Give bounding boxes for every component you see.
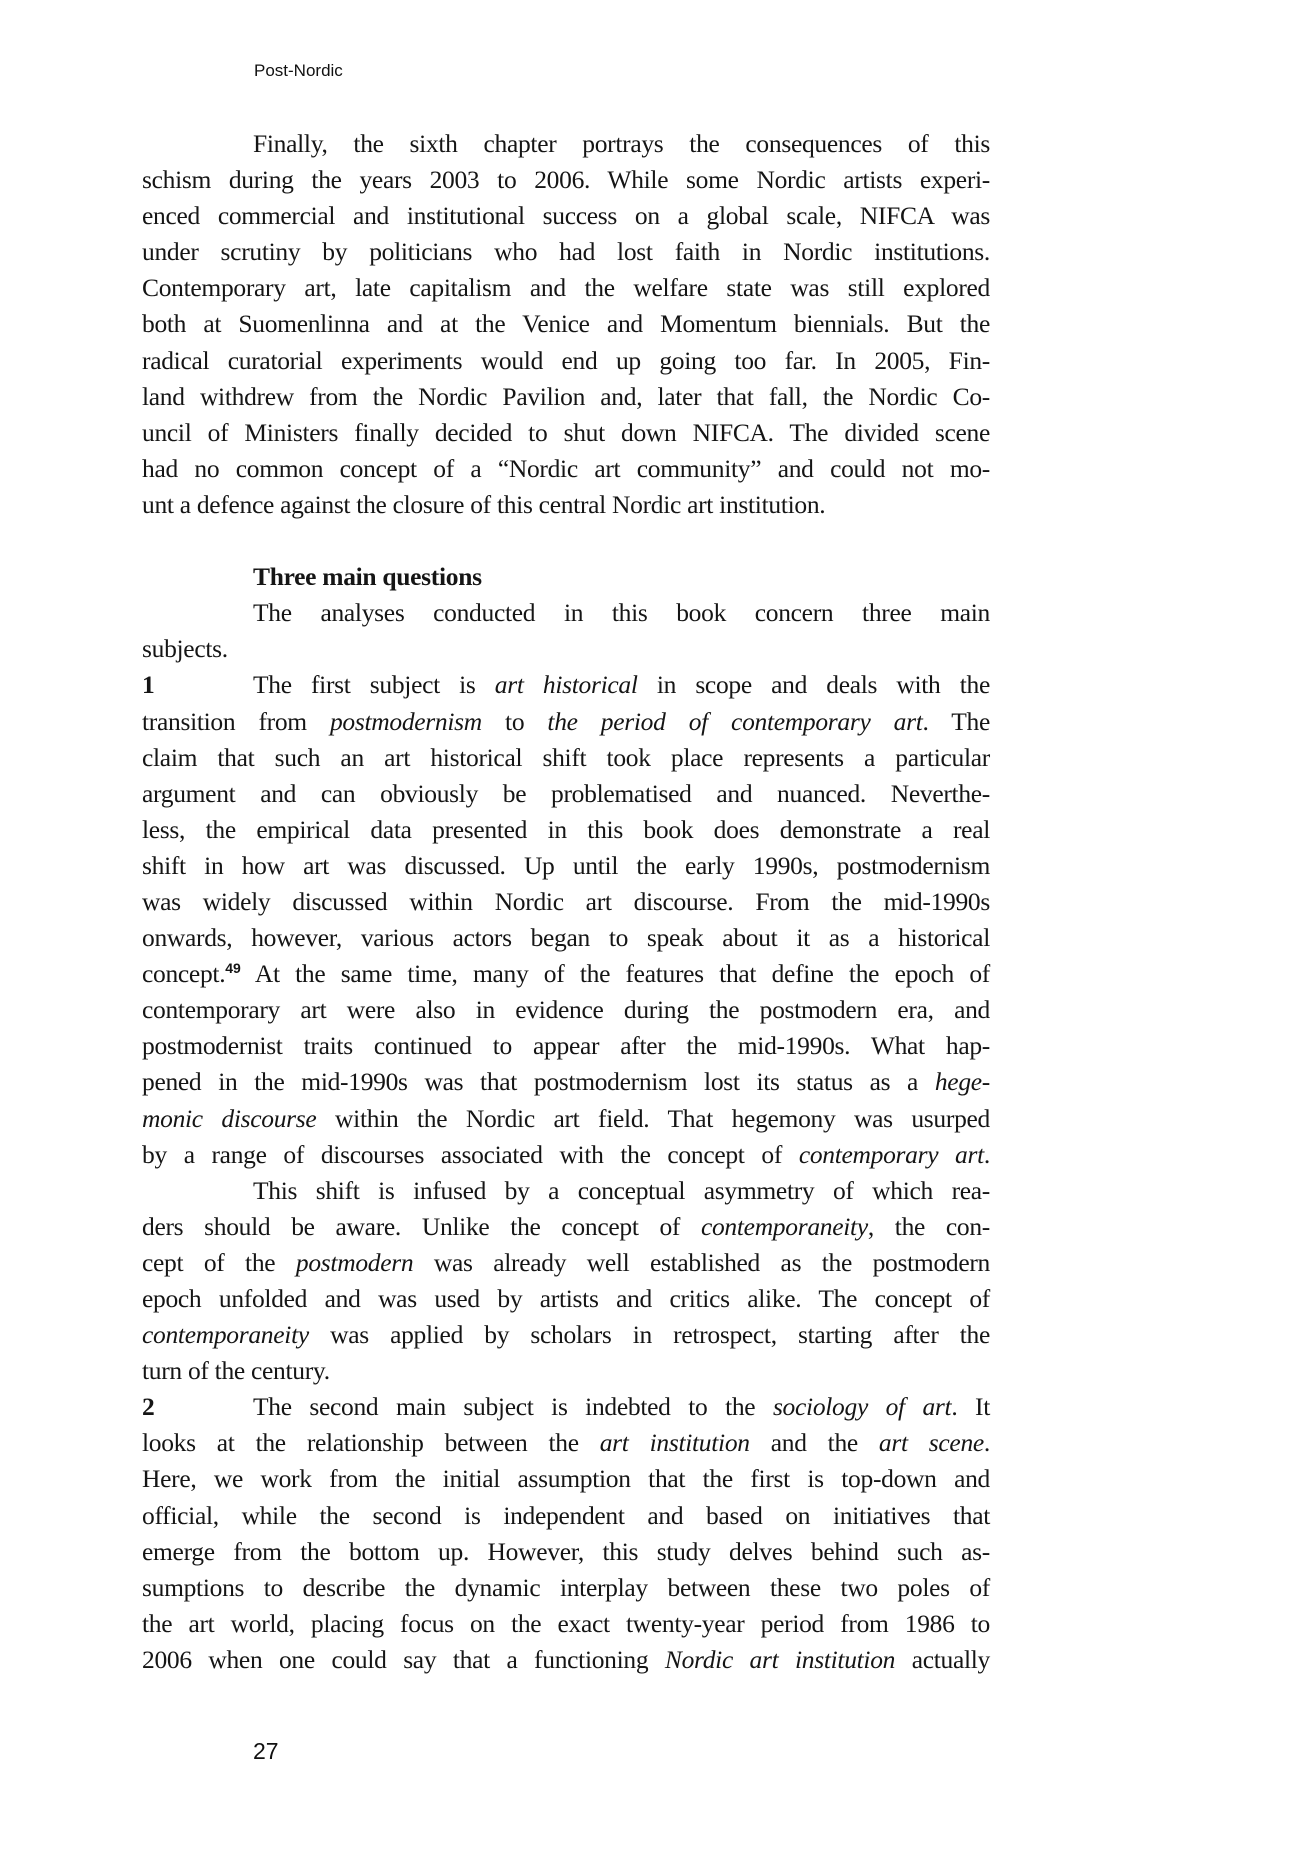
text-run: both at Suomenlinna and at the Venice and Momentum biennials. But the (142, 309, 990, 339)
text-line (142, 1173, 990, 1209)
emphasis: contemporary art (798, 1139, 984, 1169)
text-run: argument and can obviously be problematised and nuanced. Neverthe- (142, 778, 990, 808)
text-run: less, the empirical data presented in this book does demonstrate a real (142, 814, 990, 844)
text-run: . (983, 1428, 990, 1458)
emphasis: art scene (878, 1428, 984, 1458)
emphasis: monic discourse (142, 1103, 317, 1133)
text-line (142, 162, 990, 198)
text-run: ders should be aware. Unlike the concept of (142, 1211, 701, 1241)
text-run: Contemporary art, late capitalism and the welfare state was still explored (142, 273, 990, 303)
text-line (142, 343, 990, 379)
text-line (142, 1245, 990, 1281)
text-run: official, while the second is independent and based on initiatives that (142, 1500, 990, 1530)
text-run: was widely discussed within Nordic art discourse. From the mid-1990s (142, 886, 990, 916)
text-run: by a range of discourses associated with the concept of (142, 1139, 799, 1169)
text-line (142, 1389, 990, 1425)
text-run: . The (922, 706, 991, 736)
text-run: claim that such an art historical shift took place represents a particular (142, 742, 990, 772)
text-run: actually (895, 1644, 991, 1674)
emphasis: hege- (934, 1067, 990, 1097)
text-run: was already well established as the postmodern (413, 1247, 990, 1277)
text-run: transition from (142, 706, 330, 736)
text-line (142, 1064, 990, 1100)
text-line (142, 704, 990, 740)
text-line (142, 1028, 990, 1064)
text-run: sumptions to describe the dynamic interplay between these two poles of (142, 1572, 990, 1602)
text-run: turn of the century. (142, 1356, 330, 1386)
text-line (142, 1209, 990, 1245)
text-line (142, 1425, 990, 1461)
text-run: looks at the relationship between the (142, 1428, 600, 1458)
text-line (142, 1101, 990, 1137)
text-run: The first subject is (253, 670, 495, 700)
text-line (142, 415, 990, 451)
text-line (142, 1281, 990, 1317)
text-line (142, 992, 990, 1028)
text-run: Three main questions (253, 562, 482, 592)
text-line (142, 1642, 990, 1678)
text-line (142, 631, 990, 667)
text-run: the art world, placing focus on the exact twenty-year period from 1986 to (142, 1608, 990, 1638)
text-line (142, 270, 990, 306)
item-number: 2 (142, 1392, 155, 1422)
text-run: subjects. (142, 634, 228, 664)
text-run: , the con- (867, 1211, 991, 1241)
text-run: was applied by scholars in retrospect, starting after the (308, 1320, 990, 1350)
text-line (142, 920, 990, 956)
text-run: under scrutiny by politicians who had lost faith in Nordic institutions. (142, 237, 990, 267)
emphasis: postmodern (295, 1247, 414, 1277)
text-run: pened in the mid-1990s was that postmodernism lost its status as a (142, 1067, 935, 1097)
text-line (142, 1317, 990, 1353)
text-run: This shift is infused by a conceptual asymmetry of which rea- (253, 1175, 990, 1205)
text-line (142, 126, 990, 162)
blank-line (142, 523, 990, 559)
emphasis: postmodernism (329, 706, 482, 736)
text-line (142, 740, 990, 776)
text-run: Here, we work from the initial assumption that the first is top-down and (142, 1464, 990, 1494)
text-run: The second main subject is indebted to the (253, 1392, 773, 1422)
text-run: had no common concept of a “Nordic art community” and could not mo- (142, 453, 990, 483)
text-line (142, 306, 990, 342)
body-text (142, 126, 990, 1678)
emphasis: Nordic art institution (664, 1644, 896, 1674)
text-line (142, 1534, 990, 1570)
text-run: uncil of Ministers finally decided to shut down NIFCA. The divided scene (142, 417, 990, 447)
emphasis: contemporaneity (700, 1211, 868, 1241)
item-number: 1 (142, 670, 155, 700)
text-run: onwards, however, various actors began to speak about it as a historical (142, 923, 990, 953)
text-run: in scope and deals with the (637, 670, 990, 700)
text-run: contemporary art were also in evidence during the postmodern era, and (142, 995, 990, 1025)
text-run: epoch unfolded and was used by artists and critics alike. The concept of (142, 1284, 990, 1313)
text-line (142, 1461, 990, 1497)
text-run: shift in how art was discussed. Up until the early 1990s, postmodernism (142, 850, 990, 880)
text-run: within the Nordic art field. That hegemony was usurped (316, 1103, 990, 1133)
footnote-ref: 49 (225, 960, 241, 977)
page-number: 27 (253, 1738, 279, 1764)
text-run: to (481, 706, 548, 736)
text-run: Finally, the sixth chapter portrays the consequences of this (253, 129, 990, 158)
text-line (142, 451, 990, 487)
text-line (142, 1606, 990, 1642)
text-line (142, 234, 990, 270)
text-line (142, 1353, 990, 1389)
emphasis: contemporaneity (142, 1320, 309, 1350)
emphasis: the period of contemporary art (547, 706, 923, 736)
text-run: emerge from the bottom up. However, this study delves behind such as- (142, 1536, 990, 1566)
text-line (142, 848, 990, 884)
text-run: At the same time, many of the features that define the epoch of (240, 959, 990, 989)
text-line (142, 776, 990, 812)
text-run: 2006 when one could say that a functioning (142, 1644, 665, 1674)
text-run: . (983, 1139, 990, 1169)
text-run: postmodernist traits continued to appear after the mid-1990s. What hap- (142, 1031, 990, 1061)
text-line (142, 884, 990, 920)
text-line (142, 487, 990, 523)
text-run: . It (951, 1392, 990, 1422)
section-heading (142, 559, 990, 595)
running-head: Post-Nordic (254, 61, 343, 80)
text-line (142, 379, 990, 415)
text-run: cept of the (142, 1247, 296, 1277)
text-line (142, 1137, 990, 1173)
text-run: land withdrew from the Nordic Pavilion and, later that fall, the Nordic Co- (142, 381, 990, 411)
text-run: unt a defence against the closure of this central Nordic art institution. (142, 489, 826, 519)
emphasis: art institution (599, 1428, 750, 1458)
emphasis: sociology of art (772, 1392, 952, 1422)
text-line (142, 667, 990, 703)
text-run: The analyses conducted in this book concern three main (253, 598, 990, 628)
text-line (142, 956, 990, 992)
emphasis: art historical (494, 670, 638, 700)
text-line (142, 812, 990, 848)
text-run: concept. (142, 959, 226, 989)
text-line (142, 1498, 990, 1534)
text-run: and the (749, 1428, 879, 1458)
text-run: schism during the years 2003 to 2006. While some Nordic artists experi- (142, 165, 990, 195)
text-line (142, 1570, 990, 1606)
text-run: enced commercial and institutional success on a global scale, NIFCA was (142, 201, 990, 231)
text-line (142, 198, 990, 234)
text-run: radical curatorial experiments would end up going too far. In 2005, Fin- (142, 345, 990, 375)
text-line (142, 595, 990, 631)
